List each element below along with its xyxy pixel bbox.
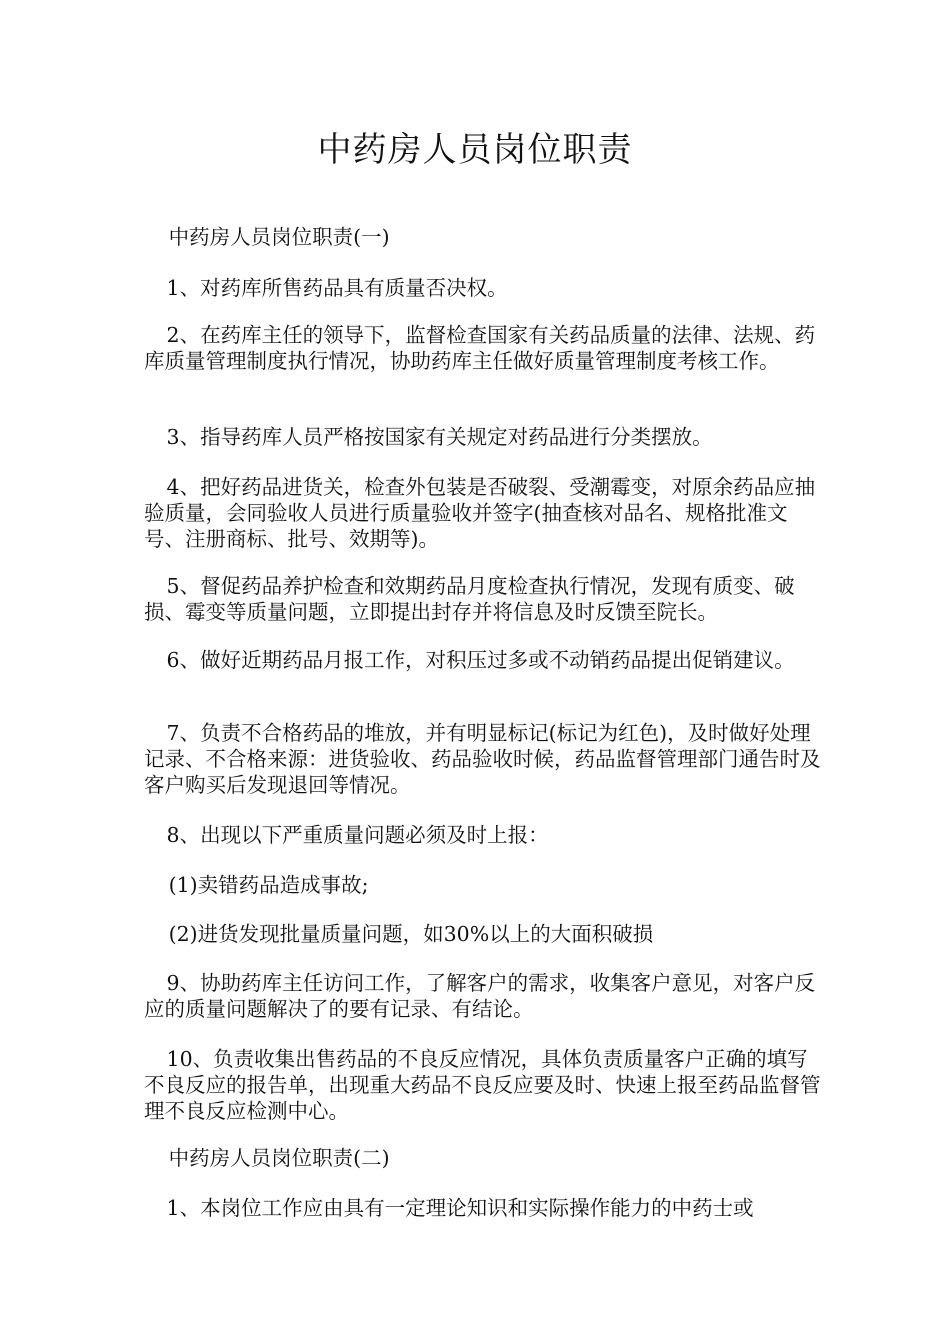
paragraph-8-item-2: (2)进货发现批量质量问题，如30%以上的大面积破损 <box>168 922 654 946</box>
paragraph-2: 2、在药库主任的领导下，监督检查国家有关药品质量的法律、法规、药库质量管理制度执行情况，协助药库主任做好质量管理制度考核工作。 <box>144 323 816 373</box>
paragraph-4: 4、把好药品进货关，检查外包装是否破裂、受潮霉变，对原余药品应抽验质量，会同验收人员进行质量验收并签字(抽查核对品名、规格批准文号、注册商标、批号、效期等)。 <box>144 475 816 551</box>
paragraph-1: 1、对药库所售药品具有质量否决权。 <box>166 276 508 300</box>
paragraph-5: 5、督促药品养护检查和效期药品月度检查执行情况，发现有质变、破损、霉变等质量问题，立即提出封存并将信息及时反馈至院长。 <box>144 574 795 624</box>
paragraph-9: 9、协助药库主任访问工作，了解客户的需求，收集客户意见，对客户反应的质量问题解决了的要有记录、有结论。 <box>144 971 816 1021</box>
paragraph-8: 8、出现以下严重质量问题必须及时上报： <box>166 823 549 847</box>
paragraph-11: 1、本岗位工作应由具有一定理论知识和实际操作能力的中药士或 <box>166 1196 754 1220</box>
paragraph-6: 6、做好近期药品月报工作，对积压过多或不动销药品提出促销建议。 <box>166 648 795 672</box>
section-heading-2: 中药房人员岗位职责(二) <box>168 1146 390 1170</box>
paragraph-10: 10、负责收集出售药品的不良反应情况，具体负责质量客户正确的填写不良反应的报告单，出现重大药品不良反应要及时、快速上报至药品监督管理不良反应检测中心。 <box>144 1047 821 1123</box>
paragraph-8-item-1: (1)卖错药品造成事故; <box>168 873 369 897</box>
section-heading-1: 中药房人员岗位职责(一) <box>168 225 390 249</box>
paragraph-7: 7、负责不合格药品的堆放，并有明显标记(标记为红色)，及时做好处理记录、不合格来源：进货验收、药品验收时候，药品监督管理部门通告时及客户购买后发现退回等情况。 <box>144 721 821 797</box>
paragraph-3: 3、指导药库人员严格按国家有关规定对药品进行分类摆放。 <box>166 425 713 449</box>
document-title: 中药房人员岗位职责 <box>317 130 633 170</box>
